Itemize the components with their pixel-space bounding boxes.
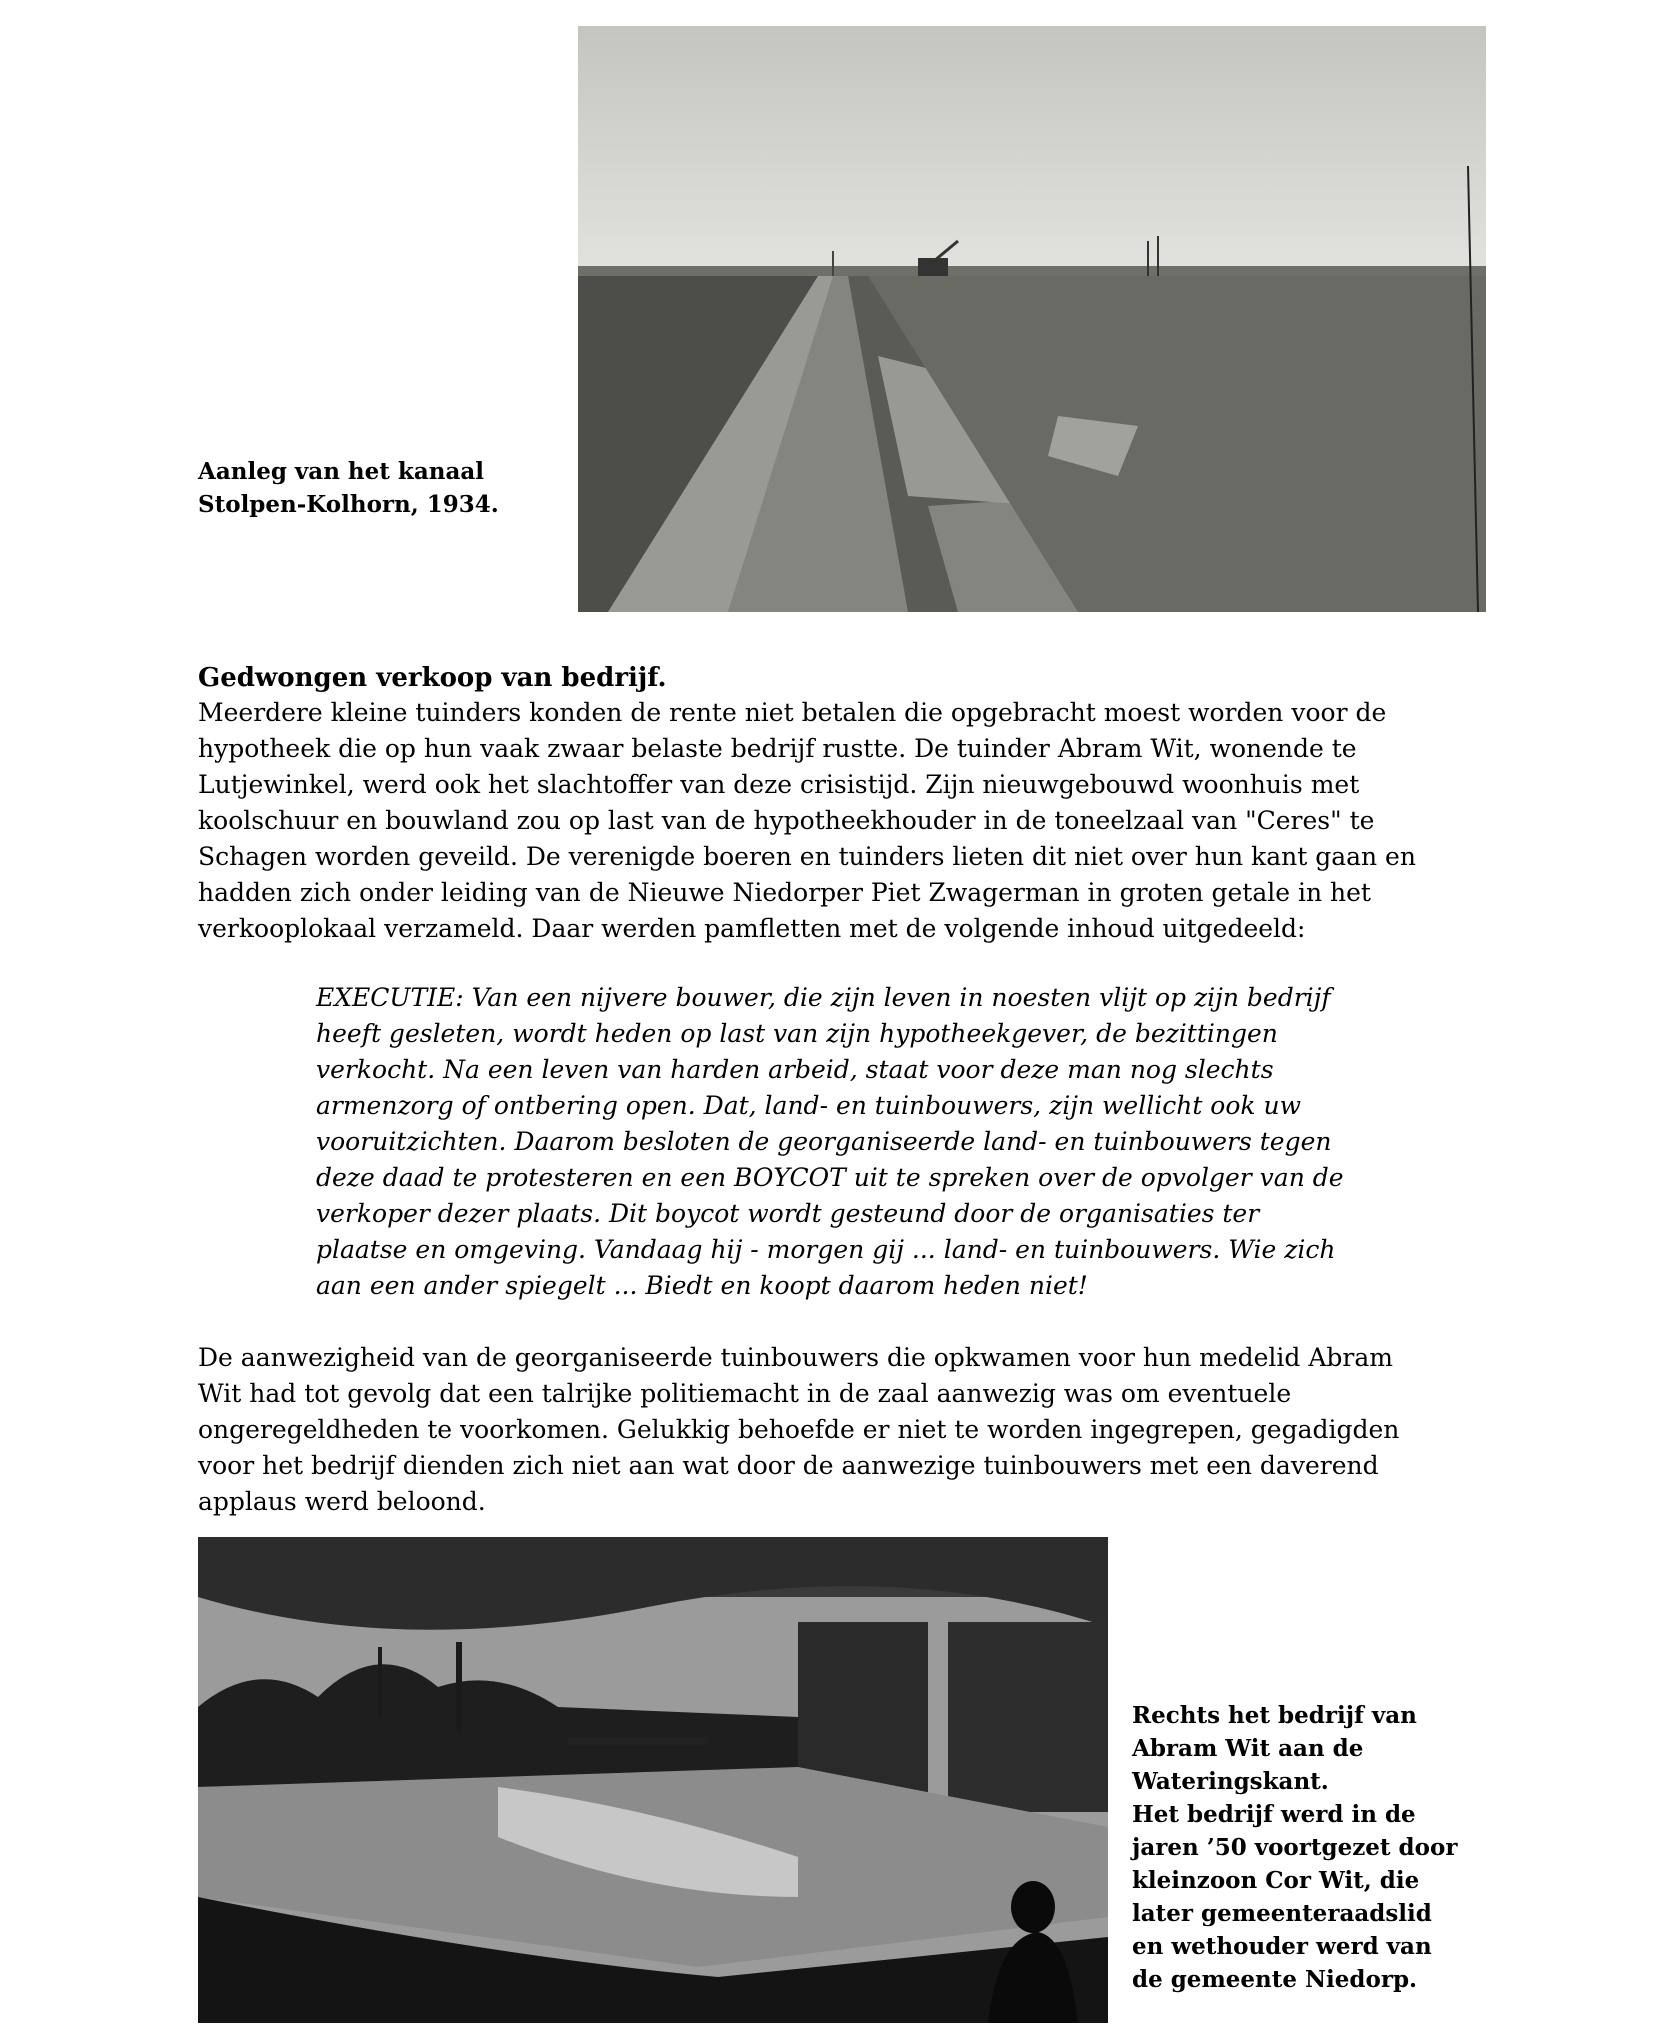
caption-line: jaren ’50 voortgezet door (1132, 1834, 1458, 1861)
text-line: applaus werd beloond. (198, 1487, 486, 1516)
quote-line: verkoper dezer plaats. Dit boycot wordt gesteund door de organisaties ter (316, 1199, 1260, 1228)
pamphlet-quote (316, 980, 1344, 1304)
text-line: ongeregeldheden te voorkomen. Gelukkig behoefde er niet te worden ingegrepen, gegadigden (198, 1415, 1400, 1444)
caption-line: Aanleg van het kanaal (198, 458, 485, 485)
caption-line: Wateringskant. (1132, 1768, 1329, 1795)
text-line: Schagen worden geveild. De verenigde boeren en tuinders lieten dit niet over hun kant gaan en (198, 842, 1416, 871)
text-line: Meerdere kleine tuinders konden de rente niet betalen die opgebracht moest worden voor de (198, 698, 1387, 727)
caption-line: Rechts het bedrijf van (1132, 1702, 1417, 1729)
quote-line: armenzorg of ontbering open. Dat, land- en tuinbouwers, zijn wellicht ook uw (316, 1091, 1302, 1120)
text-line: hadden zich onder leiding van de Nieuwe Niedorper Piet Zwagerman in groten getale in het (198, 878, 1371, 907)
text-line: Lutjewinkel, werd ook het slachtoffer van deze crisistijd. Zijn nieuwgebouwd woonhuis met (198, 770, 1360, 799)
section-heading: Gedwongen verkoop van bedrijf. (198, 663, 667, 693)
text-line: hypotheek die op hun vaak zwaar belaste bedrijf rustte. De tuinder Abram Wit, wonende te (198, 734, 1357, 763)
quote-line: vooruitzichten. Daarom besloten de georganiseerde land- en tuinbouwers tegen (316, 1127, 1332, 1156)
quote-line: plaatse en omgeving. Vandaag hij - morgen gij ... land- en tuinbouwers. Wie zich (316, 1235, 1336, 1264)
paragraph-intro (198, 695, 1416, 947)
caption-line: kleinzoon Cor Wit, die (1132, 1867, 1420, 1894)
quote-line: heeft gesleten, wordt heden op last van zijn hypotheekgever, de bezittingen (316, 1019, 1278, 1048)
bottom-photo-caption (1132, 1699, 1632, 1996)
farm-waterside-photo (198, 1537, 1108, 2023)
top-photo-caption (198, 455, 538, 521)
caption-line: Het bedrijf werd in de (1132, 1801, 1416, 1828)
paragraph-outcome (198, 1340, 1399, 1520)
quote-line: deze daad te protesteren en een BOYCOT uit te spreken over de opvolger van de (316, 1163, 1344, 1192)
caption-line: Abram Wit aan de (1132, 1735, 1364, 1762)
text-line: koolschuur en bouwland zou op last van de hypotheekhouder in de toneelzaal van "Ceres" te (198, 806, 1375, 835)
caption-line: later gemeenteraadslid (1132, 1900, 1432, 1927)
text-line: Wit had tot gevolg dat een talrijke politiemacht in de zaal aanwezig was om eventuele (198, 1379, 1292, 1408)
canal-construction-photo (578, 26, 1486, 612)
caption-line: de gemeente Niedorp. (1132, 1966, 1418, 1993)
quote-line: aan een ander spiegelt ... Biedt en koopt daarom heden niet! (316, 1271, 1088, 1300)
quote-line: EXECUTIE: Van een nijvere bouwer, die zijn leven in noesten vlijt op zijn bedrijf (316, 983, 1331, 1012)
quote-line: verkocht. Na een leven van harden arbeid, staat voor deze man nog slechts (316, 1055, 1274, 1084)
caption-line: Stolpen-Kolhorn, 1934. (198, 491, 499, 518)
text-line: De aanwezigheid van de georganiseerde tuinbouwers die opkwamen voor hun medelid Abram (198, 1343, 1393, 1372)
caption-line: en wethouder werd van (1132, 1933, 1432, 1960)
text-line: voor het bedrijf dienden zich niet aan wat door de aanwezige tuinbouwers met een daverend (198, 1451, 1379, 1480)
text-line: verkooplokaal verzameld. Daar werden pamfletten met de volgende inhoud uitgedeeld: (198, 914, 1306, 943)
